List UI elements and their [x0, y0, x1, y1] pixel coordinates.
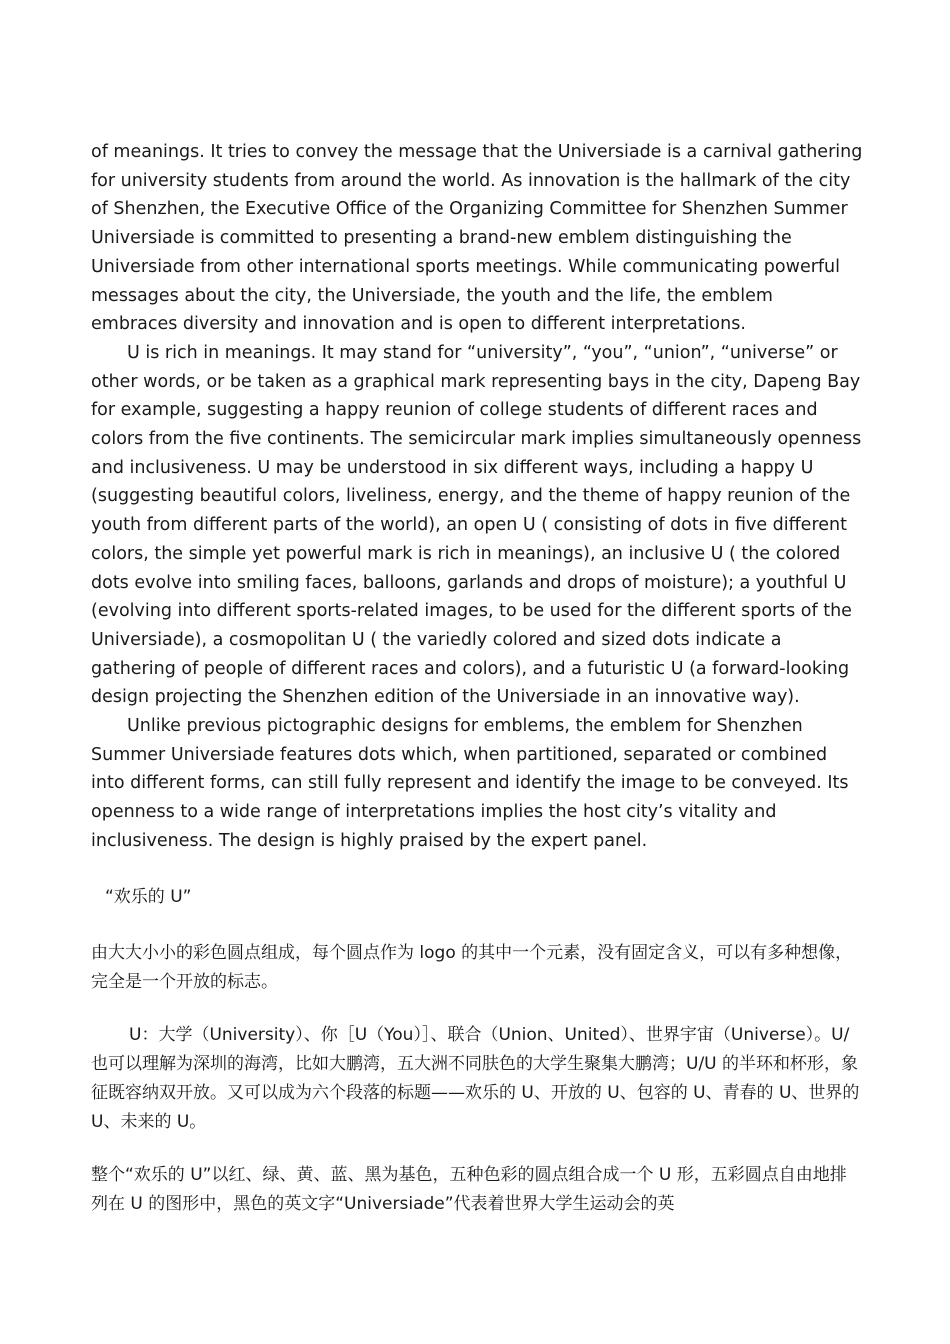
- chinese-paragraph-3: 整个“欢乐的 U”以红、绿、黄、蓝、黑为基色，五种色彩的圆点组合成一个 U 形，五彩圆点自由地排列在 U 的图形中，黑色的英文字“Universiade”代表着世界大学生运动会的英: [91, 1164, 847, 1214]
- chinese-paragraph-1: 由大大小小的彩色圆点组成，每个圆点作为 logo 的其中一个元素，没有固定含义，可以有多种想像，完全是一个开放的标志。: [91, 942, 853, 992]
- chinese-paragraph-2: U：大学（University）、你［U（You）］、联合（Union、United）、世界宇宙（Universe）。U/也可以理解为深圳的海湾，比如大鹏湾，五大洲不同肤色的大学生聚集大鹏湾；U/U 的半环和杯形，象征既容纳双开放。又可以成为六个段落的标题——欢乐的 U、开放的 U、包容的 U、青春的 U、世界的 U、未来的 U。: [91, 1024, 860, 1132]
- chinese-section: [91, 883, 863, 1219]
- english-paragraph-3: Unlike previous pictographic designs for emblems, the emblem for Shenzhen Summer Universiade features dots which, when partitioned, separated or combined into different forms, can still fully represent and identify the image to be conveyed. Its openness to a wide range of interpretations implies the host city’s vitality and inclusiveness. The design is highly praised by the expert panel.: [91, 716, 849, 851]
- document-page: [91, 138, 863, 1219]
- english-section: [91, 138, 863, 856]
- english-paragraph-2: U is rich in meanings. It may stand for “university”, “you”, “union”, “universe” or other words, or be taken as a graphical mark representing bays in the city, Dapeng Bay for example, suggesting a happy reunion of college students of different races and colors from the five continents. The semicircular mark implies simultaneously openness and inclusiveness. U may be understood in six different ways, including a happy U (suggesting beautiful colors, liveliness, energy, and the theme of happy reunion of the youth from different parts of the world), an open U ( consisting of dots in five different colors, the simple yet powerful mark is rich in meanings), an inclusive U ( the colored dots evolve into smiling faces, balloons, garlands and drops of moisture); a youthful U (evolving into different sports-related images, to be used for the different sports of the Universiade), a cosmopolitan U ( the variedly colored and sized dots indicate a gathering of people of different races and colors), and a futuristic U (a forward-looking design projecting the Shenzhen edition of the Universiade in an innovative way).: [91, 342, 862, 708]
- chinese-heading: “欢乐的 U”: [105, 886, 192, 907]
- english-paragraph-1: of meanings. It tries to convey the message that the Universiade is a carnival gathering for university students from around the world. As innovation is the hallmark of the city of Shenzhen, the Executive Office of the Organizing Committee for Shenzhen Summer Universiade is committed to presenting a brand-new emblem distinguishing the Universiade from other international sports meetings. While communicating powerful messages about the city, the Universiade, the youth and the life, the emblem embraces diversity and innovation and is open to different interpretations.: [91, 142, 863, 335]
